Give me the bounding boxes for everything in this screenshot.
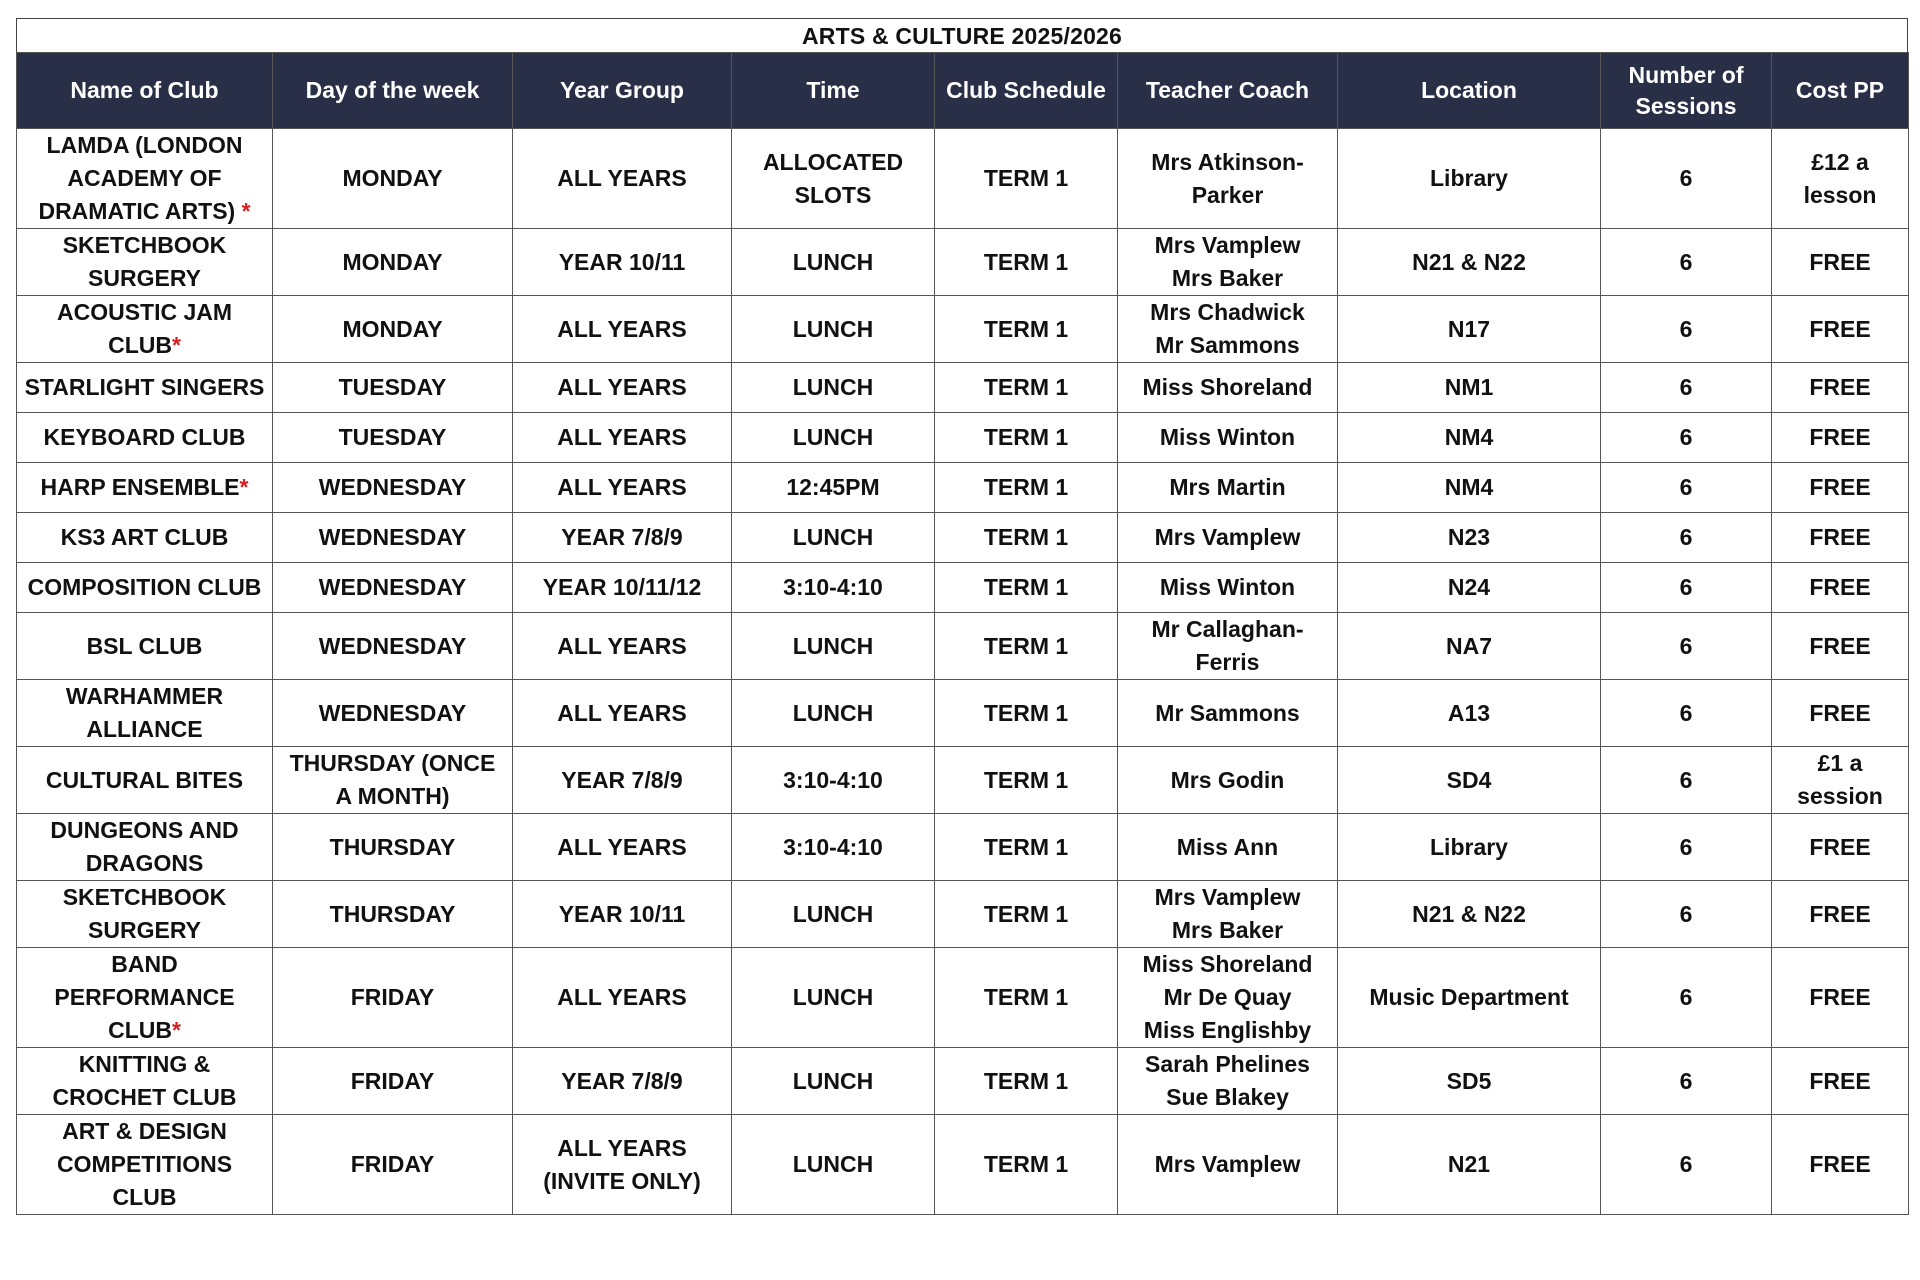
year-group-cell: YEAR 7/8/9 (513, 1048, 732, 1115)
clubs-table (16, 52, 1909, 1215)
red-asterisk-marker: * (171, 332, 181, 358)
day-cell: WEDNESDAY (273, 513, 513, 563)
location-cell: A13 (1338, 680, 1601, 747)
time-cell: LUNCH (732, 1048, 935, 1115)
cost-cell: £12 a lesson (1772, 129, 1909, 229)
day-cell: WEDNESDAY (273, 613, 513, 680)
sessions-cell: 6 (1601, 948, 1772, 1048)
day-cell: THURSDAY (273, 881, 513, 948)
location-cell: N23 (1338, 513, 1601, 563)
club-name-cell (17, 563, 273, 613)
teacher-cell: Mrs Vamplew Mrs Baker (1118, 229, 1338, 296)
cost-cell: FREE (1772, 948, 1909, 1048)
club-name-cell (17, 613, 273, 680)
year-group-cell: ALL YEARS (513, 413, 732, 463)
club-name: HARP ENSEMBLE (40, 474, 240, 500)
table-row (17, 129, 1909, 229)
cost-cell: FREE (1772, 363, 1909, 413)
teacher-cell: Miss Winton (1118, 413, 1338, 463)
time-cell: LUNCH (732, 513, 935, 563)
club-name-cell (17, 881, 273, 948)
table-row (17, 814, 1909, 881)
sessions-cell: 6 (1601, 363, 1772, 413)
timetable-title: ARTS & CULTURE 2025/2026 (16, 18, 1908, 52)
day-cell: WEDNESDAY (273, 463, 513, 513)
col-number-of-sessions-header: Number of Sessions (1601, 53, 1772, 129)
location-cell: NM4 (1338, 463, 1601, 513)
cost-cell: FREE (1772, 413, 1909, 463)
table-row (17, 680, 1909, 747)
club-name: ART & DESIGN COMPETITIONS CLUB (56, 1118, 233, 1210)
sessions-cell: 6 (1601, 296, 1772, 363)
year-group-cell: ALL YEARS (513, 680, 732, 747)
teacher-cell: Mrs Martin (1118, 463, 1338, 513)
club-name-cell (17, 1048, 273, 1115)
teacher-cell: Miss Shoreland Mr De Quay Miss Englishby (1118, 948, 1338, 1048)
location-cell: N17 (1338, 296, 1601, 363)
table-row (17, 363, 1909, 413)
schedule-cell: TERM 1 (935, 296, 1118, 363)
location-cell: N24 (1338, 563, 1601, 613)
sessions-cell: 6 (1601, 129, 1772, 229)
teacher-cell: Mrs Vamplew (1118, 513, 1338, 563)
year-group-cell: YEAR 10/11/12 (513, 563, 732, 613)
year-group-cell: ALL YEARS (513, 296, 732, 363)
year-group-cell: YEAR 10/11 (513, 229, 732, 296)
red-asterisk-marker: * (171, 1017, 181, 1043)
sessions-cell: 6 (1601, 463, 1772, 513)
club-name: COMPOSITION CLUB (27, 574, 262, 600)
day-cell: THURSDAY (ONCE A MONTH) (273, 747, 513, 814)
table-row (17, 1048, 1909, 1115)
teacher-cell: Mr Callaghan-Ferris (1118, 613, 1338, 680)
schedule-cell: TERM 1 (935, 513, 1118, 563)
club-name: DUNGEONS AND DRAGONS (50, 817, 239, 876)
time-cell: 3:10-4:10 (732, 814, 935, 881)
time-cell: ALLOCATED SLOTS (732, 129, 935, 229)
col-club-schedule-header: Club Schedule (935, 53, 1118, 129)
schedule-cell: TERM 1 (935, 814, 1118, 881)
teacher-cell: Miss Ann (1118, 814, 1338, 881)
sessions-cell: 6 (1601, 513, 1772, 563)
cost-cell: FREE (1772, 229, 1909, 296)
club-name: KS3 ART CLUB (60, 524, 229, 550)
club-name-cell (17, 229, 273, 296)
schedule-cell: TERM 1 (935, 613, 1118, 680)
col-day-of-week-header: Day of the week (273, 53, 513, 129)
day-cell: FRIDAY (273, 1048, 513, 1115)
col-location-header: Location (1338, 53, 1601, 129)
cost-cell: FREE (1772, 613, 1909, 680)
time-cell: LUNCH (732, 948, 935, 1048)
time-cell: LUNCH (732, 229, 935, 296)
day-cell: TUESDAY (273, 413, 513, 463)
club-name: KEYBOARD CLUB (43, 424, 246, 450)
club-name-cell (17, 513, 273, 563)
red-asterisk-marker: * (241, 198, 251, 224)
year-group-cell: YEAR 7/8/9 (513, 513, 732, 563)
cost-cell: FREE (1772, 680, 1909, 747)
col-year-group-header: Year Group (513, 53, 732, 129)
year-group-cell: ALL YEARS (INVITE ONLY) (513, 1115, 732, 1215)
table-row (17, 513, 1909, 563)
day-cell: MONDAY (273, 296, 513, 363)
day-cell: TUESDAY (273, 363, 513, 413)
location-cell: Music Department (1338, 948, 1601, 1048)
club-name-cell (17, 129, 273, 229)
year-group-cell: YEAR 7/8/9 (513, 747, 732, 814)
club-name-cell (17, 463, 273, 513)
schedule-cell: TERM 1 (935, 881, 1118, 948)
table-row (17, 747, 1909, 814)
day-cell: MONDAY (273, 229, 513, 296)
location-cell: NM1 (1338, 363, 1601, 413)
schedule-cell: TERM 1 (935, 948, 1118, 1048)
cost-cell: FREE (1772, 881, 1909, 948)
location-cell: N21 (1338, 1115, 1601, 1215)
teacher-cell: Mrs Vamplew (1118, 1115, 1338, 1215)
club-name: BAND PERFORMANCE CLUB (54, 951, 235, 1043)
club-name: SKETCHBOOK SURGERY (62, 232, 227, 291)
cost-cell: FREE (1772, 814, 1909, 881)
sessions-cell: 6 (1601, 881, 1772, 948)
club-name: BSL CLUB (86, 632, 203, 659)
sessions-cell: 6 (1601, 814, 1772, 881)
header-row (17, 53, 1909, 129)
club-name-cell (17, 296, 273, 363)
time-cell: LUNCH (732, 613, 935, 680)
teacher-cell: Miss Winton (1118, 563, 1338, 613)
day-cell: THURSDAY (273, 814, 513, 881)
schedule-cell: TERM 1 (935, 563, 1118, 613)
location-cell: SD4 (1338, 747, 1601, 814)
time-cell: LUNCH (732, 680, 935, 747)
time-cell: LUNCH (732, 296, 935, 363)
year-group-cell: ALL YEARS (513, 948, 732, 1048)
teacher-cell: Mr Sammons (1118, 680, 1338, 747)
club-name: LAMDA (LONDON ACADEMY OF DRAMATIC ARTS) (38, 132, 243, 224)
year-group-cell: YEAR 10/11 (513, 881, 732, 948)
time-cell: LUNCH (732, 413, 935, 463)
teacher-cell: Mrs Chadwick Mr Sammons (1118, 296, 1338, 363)
club-name-cell (17, 363, 273, 413)
schedule-cell: TERM 1 (935, 680, 1118, 747)
sessions-cell: 6 (1601, 613, 1772, 680)
table-row (17, 613, 1909, 680)
table-row (17, 229, 1909, 296)
sessions-cell: 6 (1601, 747, 1772, 814)
club-name-cell (17, 948, 273, 1048)
location-cell: Library (1338, 814, 1601, 881)
teacher-cell: Mrs Atkinson-Parker (1118, 129, 1338, 229)
year-group-cell: ALL YEARS (513, 613, 732, 680)
year-group-cell: ALL YEARS (513, 129, 732, 229)
cost-cell: £1 a session (1772, 747, 1909, 814)
cost-cell: FREE (1772, 513, 1909, 563)
club-name: WARHAMMER ALLIANCE (65, 683, 224, 742)
teacher-cell: Mrs Vamplew Mrs Baker (1118, 881, 1338, 948)
day-cell: FRIDAY (273, 1115, 513, 1215)
club-name-cell (17, 814, 273, 881)
club-name-cell (17, 413, 273, 463)
schedule-cell: TERM 1 (935, 413, 1118, 463)
year-group-cell: ALL YEARS (513, 463, 732, 513)
sessions-cell: 6 (1601, 1048, 1772, 1115)
table-row (17, 881, 1909, 948)
col-cost-pp-header: Cost PP (1772, 53, 1909, 129)
location-cell: NM4 (1338, 413, 1601, 463)
table-body (17, 129, 1909, 1215)
club-name: STARLIGHT SINGERS (24, 374, 265, 400)
schedule-cell: TERM 1 (935, 229, 1118, 296)
club-name: SKETCHBOOK SURGERY (62, 884, 227, 943)
club-name: CULTURAL BITES (45, 766, 244, 793)
teacher-cell: Sarah Phelines Sue Blakey (1118, 1048, 1338, 1115)
time-cell: 3:10-4:10 (732, 563, 935, 613)
location-cell: N21 & N22 (1338, 229, 1601, 296)
club-name: ACOUSTIC JAM CLUB (56, 299, 233, 358)
time-cell: 12:45PM (732, 463, 935, 513)
table-row (17, 948, 1909, 1048)
sessions-cell: 6 (1601, 413, 1772, 463)
day-cell: MONDAY (273, 129, 513, 229)
table-row (17, 563, 1909, 613)
cost-cell: FREE (1772, 296, 1909, 363)
day-cell: WEDNESDAY (273, 680, 513, 747)
location-cell: NA7 (1338, 613, 1601, 680)
time-cell: 3:10-4:10 (732, 747, 935, 814)
time-cell: LUNCH (732, 1115, 935, 1215)
table-row (17, 296, 1909, 363)
col-teacher-coach-header: Teacher Coach (1118, 53, 1338, 129)
day-cell: WEDNESDAY (273, 563, 513, 613)
schedule-cell: TERM 1 (935, 129, 1118, 229)
time-cell: LUNCH (732, 881, 935, 948)
club-name-cell (17, 1115, 273, 1215)
cost-cell: FREE (1772, 1048, 1909, 1115)
cost-cell: FREE (1772, 463, 1909, 513)
year-group-cell: ALL YEARS (513, 363, 732, 413)
teacher-cell: Miss Shoreland (1118, 363, 1338, 413)
red-asterisk-marker: * (239, 474, 249, 500)
cost-cell: FREE (1772, 563, 1909, 613)
club-timetable (16, 18, 1908, 1215)
time-cell: LUNCH (732, 363, 935, 413)
schedule-cell: TERM 1 (935, 747, 1118, 814)
sessions-cell: 6 (1601, 680, 1772, 747)
teacher-cell: Mrs Godin (1118, 747, 1338, 814)
year-group-cell: ALL YEARS (513, 814, 732, 881)
table-row (17, 1115, 1909, 1215)
col-time-header: Time (732, 53, 935, 129)
sessions-cell: 6 (1601, 563, 1772, 613)
table-row (17, 413, 1909, 463)
location-cell: Library (1338, 129, 1601, 229)
club-name: KNITTING & CROCHET CLUB (52, 1051, 237, 1110)
sessions-cell: 6 (1601, 1115, 1772, 1215)
club-name-cell (17, 747, 273, 814)
cost-cell: FREE (1772, 1115, 1909, 1215)
sessions-cell: 6 (1601, 229, 1772, 296)
location-cell: SD5 (1338, 1048, 1601, 1115)
col-name-of-club-header: Name of Club (17, 53, 273, 129)
schedule-cell: TERM 1 (935, 1048, 1118, 1115)
location-cell: N21 & N22 (1338, 881, 1601, 948)
schedule-cell: TERM 1 (935, 1115, 1118, 1215)
schedule-cell: TERM 1 (935, 363, 1118, 413)
club-name-cell (17, 680, 273, 747)
table-row (17, 463, 1909, 513)
day-cell: FRIDAY (273, 948, 513, 1048)
schedule-cell: TERM 1 (935, 463, 1118, 513)
